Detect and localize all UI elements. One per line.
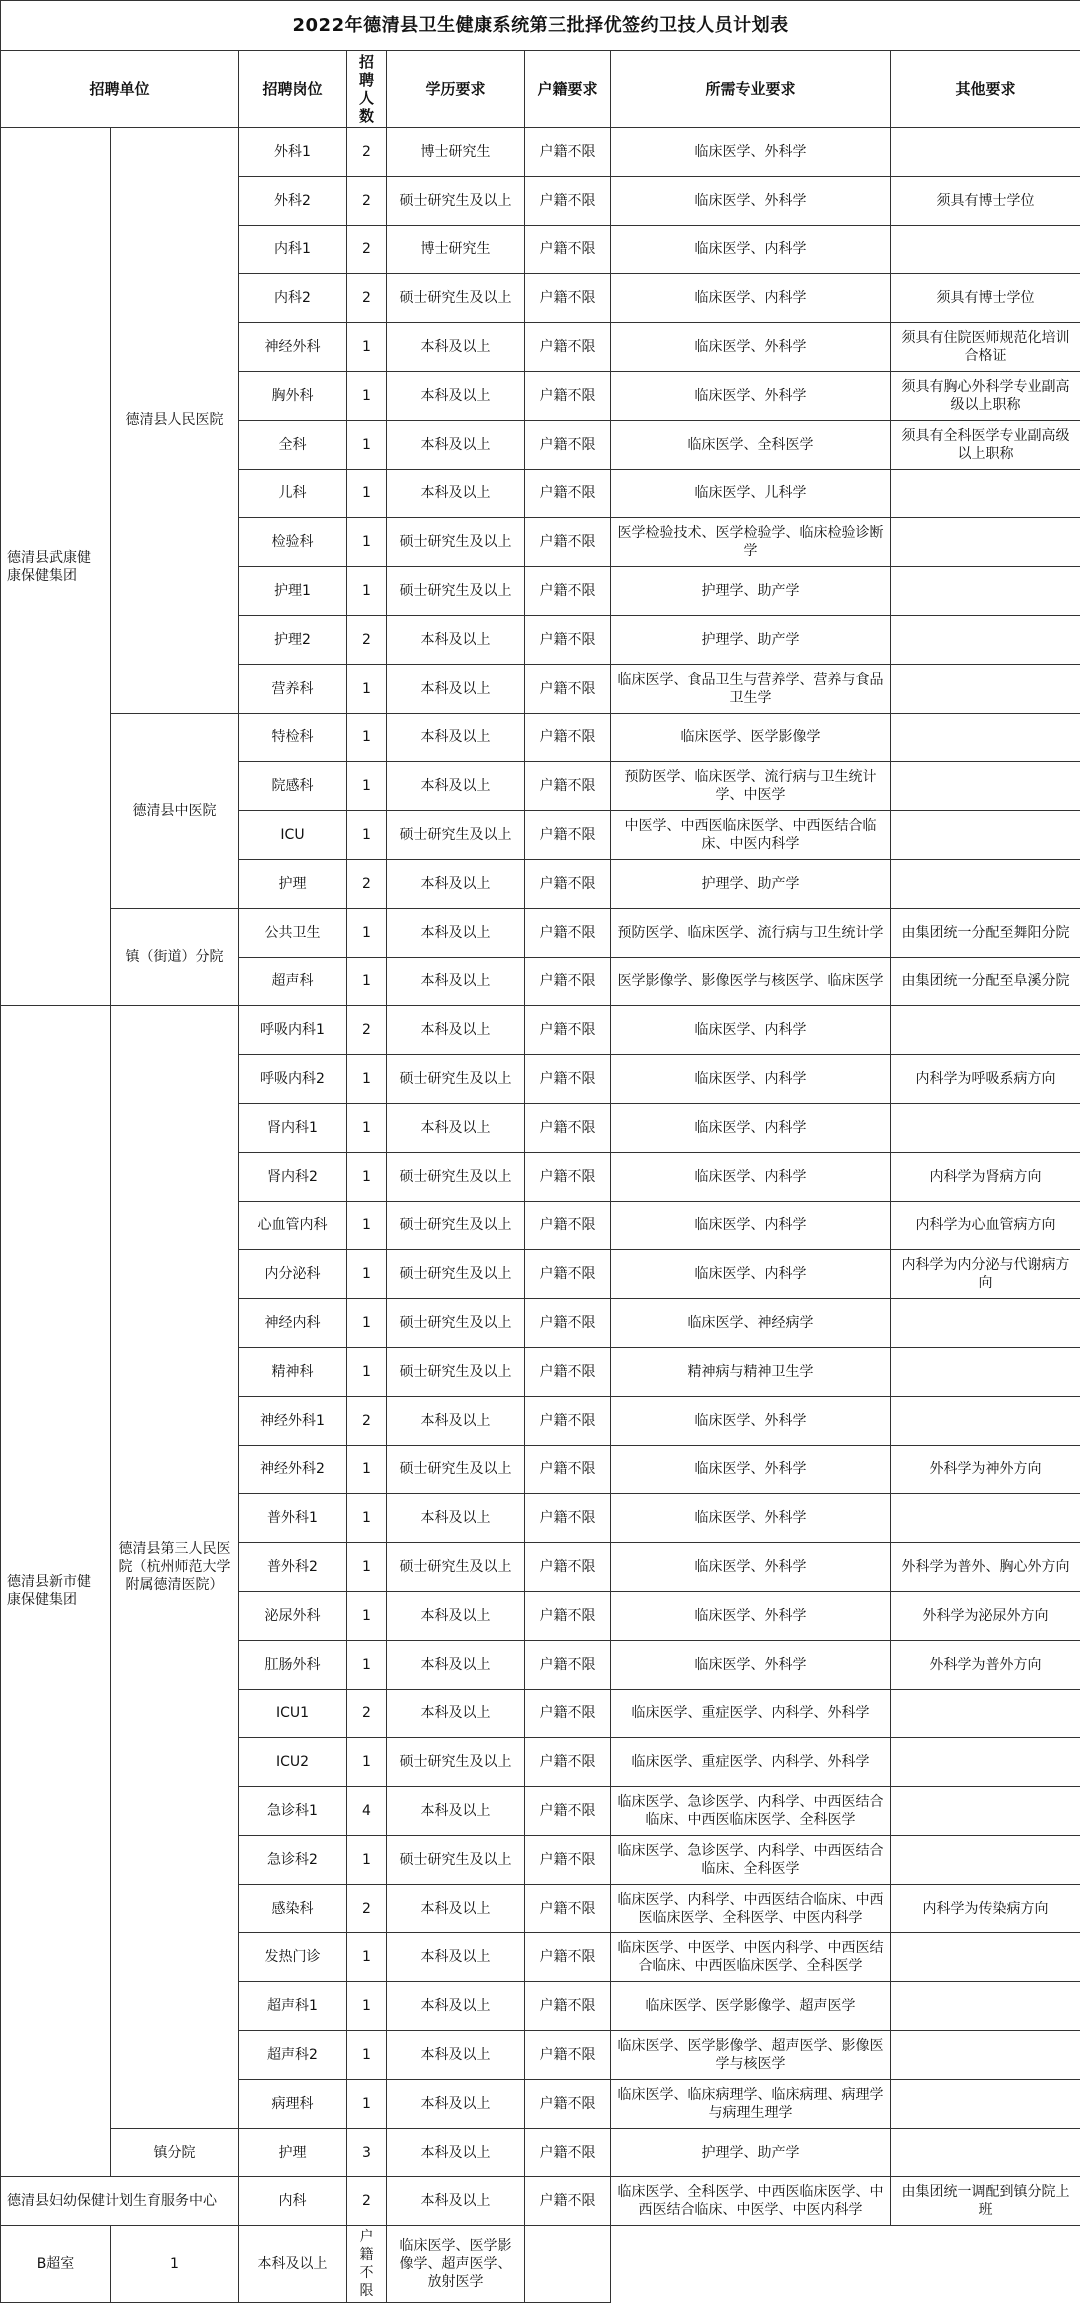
education-cell: 本科及以上: [387, 908, 525, 957]
table-row: [1, 128, 1080, 177]
hukou-cell: 户籍不限: [525, 225, 611, 274]
position-cell: 内科1: [239, 225, 347, 274]
hukou-cell: 户籍不限: [525, 1982, 611, 2031]
hukou-cell: 户籍不限: [525, 1201, 611, 1250]
subunit-cell: 德清县人民医院: [111, 128, 239, 714]
major-cell: 临床医学、医学影像学、超声医学: [611, 1982, 891, 2031]
count-cell: 1: [347, 713, 387, 762]
hukou-cell: 户籍不限: [525, 1103, 611, 1152]
hukou-cell: 户籍不限: [525, 323, 611, 372]
count-cell: 1: [347, 1494, 387, 1543]
hukou-cell: 户籍不限: [525, 1055, 611, 1104]
other-cell: [891, 1299, 1080, 1348]
other-cell: 内科学为肾病方向: [891, 1152, 1080, 1201]
position-cell: 公共卫生: [239, 908, 347, 957]
hukou-cell: 户籍不限: [525, 2128, 611, 2177]
position-cell: 护理: [239, 859, 347, 908]
education-cell: 硕士研究生及以上: [387, 1250, 525, 1299]
major-cell: 中医学、中西医临床医学、中西医结合临床、中医内科学: [611, 811, 891, 860]
hukou-cell: 户籍不限: [525, 1250, 611, 1299]
major-cell: 临床医学、外科学: [611, 371, 891, 420]
education-cell: 硕士研究生及以上: [387, 1347, 525, 1396]
position-cell: 神经内科: [239, 1299, 347, 1348]
position-cell: 护理2: [239, 615, 347, 664]
count-cell: 1: [347, 371, 387, 420]
count-cell: 2: [347, 1396, 387, 1445]
hukou-cell: 户籍不限: [525, 469, 611, 518]
major-cell: 临床医学、内科学: [611, 1055, 891, 1104]
subunit-cell: 镇（街道）分院: [111, 908, 239, 1006]
position-cell: 外科1: [239, 128, 347, 177]
position-cell: ICU: [239, 811, 347, 860]
other-cell: [891, 469, 1080, 518]
education-cell: 本科及以上: [387, 2031, 525, 2080]
count-cell: 1: [347, 2079, 387, 2128]
position-cell: ICU2: [239, 1738, 347, 1787]
education-cell: 博士研究生: [387, 225, 525, 274]
major-cell: 临床医学、急诊医学、内科学、中西医结合临床、全科医学: [611, 1835, 891, 1884]
major-cell: 临床医学、全科医学、中西医临床医学、中西医结合临床、中医学、中医内科学: [611, 2177, 891, 2226]
position-cell: 儿科: [239, 469, 347, 518]
subunit-cell: 德清县中医院: [111, 713, 239, 908]
count-cell: 2: [347, 2177, 387, 2226]
hukou-cell: 户籍不限: [525, 1396, 611, 1445]
hukou-cell: 户籍不限: [525, 371, 611, 420]
major-cell: 临床医学、内科学: [611, 1103, 891, 1152]
other-cell: [891, 128, 1080, 177]
hukou-cell: 户籍不限: [525, 420, 611, 469]
position-cell: 泌尿外科: [239, 1591, 347, 1640]
other-cell: 须具有博士学位: [891, 176, 1080, 225]
position-cell: 全科: [239, 420, 347, 469]
count-cell: 4: [347, 1787, 387, 1836]
group-unit-cell: 德清县新市健康保健集团: [1, 1006, 111, 2177]
count-cell: 2: [347, 615, 387, 664]
hukou-cell: 户籍不限: [525, 1933, 611, 1982]
hukou-cell: 户籍不限: [525, 1689, 611, 1738]
count-cell: 1: [347, 469, 387, 518]
education-cell: 本科及以上: [387, 1591, 525, 1640]
hukou-cell: 户籍不限: [525, 567, 611, 616]
education-cell: 本科及以上: [387, 1640, 525, 1689]
other-cell: 须具有全科医学专业副高级以上职称: [891, 420, 1080, 469]
major-cell: 医学影像学、影像医学与核医学、临床医学: [611, 957, 891, 1006]
hukou-cell: 户籍不限: [525, 1006, 611, 1055]
group-unit-cell: 德清县妇幼保健计划生育服务中心: [1, 2177, 239, 2226]
major-cell: 预防医学、临床医学、流行病与卫生统计学: [611, 908, 891, 957]
table-row: [1, 908, 1080, 957]
hukou-cell: 户籍不限: [525, 1884, 611, 1933]
other-cell: 由集团统一分配至阜溪分院: [891, 957, 1080, 1006]
other-cell: [891, 713, 1080, 762]
education-cell: 本科及以上: [387, 1103, 525, 1152]
table-row: [1, 1006, 1080, 1055]
major-cell: 临床医学、医学影像学: [611, 713, 891, 762]
major-cell: 临床医学、内科学: [611, 225, 891, 274]
count-cell: 1: [347, 1982, 387, 2031]
other-cell: [891, 762, 1080, 811]
position-cell: 普外科2: [239, 1543, 347, 1592]
other-cell: 由集团统一调配到镇分院上班: [891, 2177, 1080, 2226]
count-cell: 2: [347, 1006, 387, 1055]
position-cell: 内科: [239, 2177, 347, 2226]
position-cell: 超声科: [239, 957, 347, 1006]
position-cell: 护理: [239, 2128, 347, 2177]
count-cell: 1: [347, 762, 387, 811]
other-cell: 内科学为呼吸系病方向: [891, 1055, 1080, 1104]
position-cell: 检验科: [239, 518, 347, 567]
hukou-cell: 户籍不限: [525, 1152, 611, 1201]
hukou-cell: 户籍不限: [525, 1591, 611, 1640]
other-cell: [891, 1103, 1080, 1152]
hukou-cell: 户籍不限: [525, 1543, 611, 1592]
major-cell: 临床医学、医学影像学、超声医学、影像医学与核医学: [611, 2031, 891, 2080]
position-cell: 院感科: [239, 762, 347, 811]
count-cell: 3: [347, 2128, 387, 2177]
table-row: [1, 2128, 1080, 2177]
hukou-cell: 户籍不限: [525, 713, 611, 762]
hukou-cell: 户籍不限: [525, 274, 611, 323]
count-cell: 1: [111, 2226, 239, 2303]
count-cell: 1: [347, 1299, 387, 1348]
count-cell: 1: [347, 323, 387, 372]
hukou-cell: 户籍不限: [347, 2226, 387, 2303]
education-cell: 本科及以上: [387, 1884, 525, 1933]
count-cell: 1: [347, 908, 387, 957]
other-cell: [891, 1494, 1080, 1543]
table-title: 2022年德清县卫生健康系统第三批择优签约卫技人员计划表: [1, 1, 1080, 51]
major-cell: 临床医学、外科学: [611, 1494, 891, 1543]
count-cell: 1: [347, 567, 387, 616]
major-cell: 护理学、助产学: [611, 2128, 891, 2177]
count-cell: 1: [347, 957, 387, 1006]
major-cell: 临床医学、全科医学: [611, 420, 891, 469]
hukou-cell: 户籍不限: [525, 2031, 611, 2080]
education-cell: 硕士研究生及以上: [387, 1201, 525, 1250]
major-cell: 临床医学、外科学: [611, 1640, 891, 1689]
major-cell: 临床医学、内科学: [611, 1006, 891, 1055]
major-cell: 临床医学、儿科学: [611, 469, 891, 518]
count-cell: 1: [347, 1103, 387, 1152]
header-unit: 招聘单位: [1, 51, 239, 128]
other-cell: [891, 2128, 1080, 2177]
position-cell: 肛肠外科: [239, 1640, 347, 1689]
education-cell: 硕士研究生及以上: [387, 567, 525, 616]
education-cell: 本科及以上: [387, 1933, 525, 1982]
major-cell: 护理学、助产学: [611, 859, 891, 908]
other-cell: 外科学为普外方向: [891, 1640, 1080, 1689]
other-cell: [891, 1347, 1080, 1396]
count-cell: 1: [347, 1933, 387, 1982]
position-cell: 发热门诊: [239, 1933, 347, 1982]
major-cell: 预防医学、临床医学、流行病与卫生统计学、中医学: [611, 762, 891, 811]
subunit-cell: 镇分院: [111, 2128, 239, 2177]
other-cell: [891, 1835, 1080, 1884]
major-cell: 护理学、助产学: [611, 615, 891, 664]
education-cell: 本科及以上: [387, 371, 525, 420]
education-cell: 硕士研究生及以上: [387, 1152, 525, 1201]
other-cell: 外科学为普外、胸心外方向: [891, 1543, 1080, 1592]
hukou-cell: 户籍不限: [525, 1299, 611, 1348]
count-cell: 1: [347, 518, 387, 567]
position-cell: 特检科: [239, 713, 347, 762]
other-cell: 外科学为神外方向: [891, 1445, 1080, 1494]
count-cell: 1: [347, 1250, 387, 1299]
education-cell: 硕士研究生及以上: [387, 176, 525, 225]
education-cell: 本科及以上: [387, 323, 525, 372]
count-cell: 2: [347, 1884, 387, 1933]
major-cell: 临床医学、临床病理学、临床病理、病理学与病理生理学: [611, 2079, 891, 2128]
header-education: 学历要求: [387, 51, 525, 128]
other-cell: 外科学为泌尿外方向: [891, 1591, 1080, 1640]
count-cell: 1: [347, 811, 387, 860]
education-cell: 本科及以上: [387, 420, 525, 469]
position-cell: 内科2: [239, 274, 347, 323]
other-cell: [891, 1738, 1080, 1787]
position-cell: 内分泌科: [239, 1250, 347, 1299]
position-cell: 神经外科1: [239, 1396, 347, 1445]
hukou-cell: 户籍不限: [525, 664, 611, 713]
education-cell: 本科及以上: [387, 1689, 525, 1738]
education-cell: 硕士研究生及以上: [387, 1738, 525, 1787]
major-cell: 临床医学、中医学、中医内科学、中西医结合临床、中西医临床医学、全科医学: [611, 1933, 891, 1982]
other-cell: [891, 615, 1080, 664]
major-cell: 临床医学、医学影像学、超声医学、放射医学: [387, 2226, 525, 2303]
header-row: [1, 51, 1080, 128]
count-cell: 2: [347, 859, 387, 908]
education-cell: 博士研究生: [387, 128, 525, 177]
major-cell: 临床医学、内科学: [611, 1152, 891, 1201]
major-cell: 临床医学、内科学: [611, 1201, 891, 1250]
position-cell: 肾内科2: [239, 1152, 347, 1201]
other-cell: [891, 1396, 1080, 1445]
count-cell: 2: [347, 128, 387, 177]
other-cell: [891, 811, 1080, 860]
hukou-cell: 户籍不限: [525, 615, 611, 664]
count-cell: 2: [347, 1689, 387, 1738]
position-cell: 病理科: [239, 2079, 347, 2128]
count-cell: 2: [347, 274, 387, 323]
education-cell: 硕士研究生及以上: [387, 1445, 525, 1494]
other-cell: [891, 225, 1080, 274]
position-cell: 外科2: [239, 176, 347, 225]
education-cell: 本科及以上: [387, 713, 525, 762]
other-cell: 须具有住院医师规范化培训合格证: [891, 323, 1080, 372]
hukou-cell: 户籍不限: [525, 1640, 611, 1689]
education-cell: 本科及以上: [387, 957, 525, 1006]
count-cell: 1: [347, 1591, 387, 1640]
other-cell: [891, 2079, 1080, 2128]
education-cell: 硕士研究生及以上: [387, 1543, 525, 1592]
hukou-cell: 户籍不限: [525, 1494, 611, 1543]
hukou-cell: 户籍不限: [525, 1835, 611, 1884]
position-cell: 呼吸内科1: [239, 1006, 347, 1055]
header-other: 其他要求: [891, 51, 1080, 128]
position-cell: 神经外科2: [239, 1445, 347, 1494]
education-cell: 硕士研究生及以上: [387, 1299, 525, 1348]
major-cell: 临床医学、内科学、中西医结合临床、中西医临床医学、全科医学、中医内科学: [611, 1884, 891, 1933]
education-cell: 硕士研究生及以上: [387, 518, 525, 567]
count-cell: 1: [347, 1445, 387, 1494]
header-position: 招聘岗位: [239, 51, 347, 128]
subunit-cell: 德清县第三人民医院（杭州师范大学附属德清医院）: [111, 1006, 239, 2128]
position-cell: ICU1: [239, 1689, 347, 1738]
hukou-cell: 户籍不限: [525, 2177, 611, 2226]
other-cell: [891, 1689, 1080, 1738]
major-cell: 临床医学、外科学: [611, 1591, 891, 1640]
position-cell: B超室: [1, 2226, 111, 2303]
education-cell: 硕士研究生及以上: [387, 1055, 525, 1104]
position-cell: 肾内科1: [239, 1103, 347, 1152]
other-cell: [891, 2031, 1080, 2080]
major-cell: 临床医学、急诊医学、内科学、中西医结合临床、中西医临床医学、全科医学: [611, 1787, 891, 1836]
major-cell: 临床医学、重症医学、内科学、外科学: [611, 1738, 891, 1787]
other-cell: [891, 567, 1080, 616]
count-cell: 1: [347, 1055, 387, 1104]
education-cell: 本科及以上: [387, 1494, 525, 1543]
major-cell: 临床医学、外科学: [611, 323, 891, 372]
hukou-cell: 户籍不限: [525, 1787, 611, 1836]
major-cell: 临床医学、外科学: [611, 128, 891, 177]
count-cell: 1: [347, 1201, 387, 1250]
education-cell: 硕士研究生及以上: [387, 1835, 525, 1884]
count-cell: 1: [347, 1738, 387, 1787]
count-cell: 1: [347, 1543, 387, 1592]
hukou-cell: 户籍不限: [525, 811, 611, 860]
major-cell: 临床医学、外科学: [611, 1445, 891, 1494]
other-cell: 内科学为内分泌与代谢病方向: [891, 1250, 1080, 1299]
position-cell: 护理1: [239, 567, 347, 616]
major-cell: 临床医学、外科学: [611, 1543, 891, 1592]
header-hukou: 户籍要求: [525, 51, 611, 128]
major-cell: 临床医学、外科学: [611, 1396, 891, 1445]
other-cell: [891, 664, 1080, 713]
other-cell: [891, 859, 1080, 908]
education-cell: 本科及以上: [387, 1006, 525, 1055]
major-cell: 护理学、助产学: [611, 567, 891, 616]
education-cell: 本科及以上: [239, 2226, 347, 2303]
other-cell: [891, 1982, 1080, 2031]
header-major: 所需专业要求: [611, 51, 891, 128]
other-cell: [525, 2226, 611, 2303]
position-cell: 神经外科: [239, 323, 347, 372]
hukou-cell: 户籍不限: [525, 859, 611, 908]
count-cell: 2: [347, 176, 387, 225]
major-cell: 临床医学、食品卫生与营养学、营养与食品卫生学: [611, 664, 891, 713]
hukou-cell: 户籍不限: [525, 128, 611, 177]
table-row: [1, 2226, 1080, 2303]
major-cell: 精神病与精神卫生学: [611, 1347, 891, 1396]
education-cell: 本科及以上: [387, 859, 525, 908]
count-cell: 1: [347, 1152, 387, 1201]
education-cell: 本科及以上: [387, 615, 525, 664]
other-cell: [891, 1006, 1080, 1055]
position-cell: 超声科2: [239, 2031, 347, 2080]
hukou-cell: 户籍不限: [525, 1738, 611, 1787]
hukou-cell: 户籍不限: [525, 957, 611, 1006]
table-row: [1, 713, 1080, 762]
other-cell: 内科学为心血管病方向: [891, 1201, 1080, 1250]
other-cell: 内科学为传染病方向: [891, 1884, 1080, 1933]
major-cell: 临床医学、内科学: [611, 1250, 891, 1299]
hukou-cell: 户籍不限: [525, 518, 611, 567]
major-cell: 临床医学、外科学: [611, 176, 891, 225]
education-cell: 本科及以上: [387, 2177, 525, 2226]
position-cell: 超声科1: [239, 1982, 347, 2031]
hukou-cell: 户籍不限: [525, 176, 611, 225]
position-cell: 普外科1: [239, 1494, 347, 1543]
position-cell: 心血管内科: [239, 1201, 347, 1250]
major-cell: 临床医学、内科学: [611, 274, 891, 323]
count-cell: 1: [347, 1835, 387, 1884]
count-cell: 1: [347, 1347, 387, 1396]
education-cell: 本科及以上: [387, 762, 525, 811]
count-cell: 2: [347, 225, 387, 274]
education-cell: 本科及以上: [387, 2128, 525, 2177]
table-body: [1, 128, 1080, 2303]
position-cell: 呼吸内科2: [239, 1055, 347, 1104]
count-cell: 1: [347, 420, 387, 469]
hukou-cell: 户籍不限: [525, 908, 611, 957]
hukou-cell: 户籍不限: [525, 1347, 611, 1396]
other-cell: [891, 518, 1080, 567]
education-cell: 硕士研究生及以上: [387, 811, 525, 860]
table-row: [1, 2177, 1080, 2226]
position-cell: 急诊科2: [239, 1835, 347, 1884]
other-cell: 由集团统一分配至舞阳分院: [891, 908, 1080, 957]
education-cell: 硕士研究生及以上: [387, 274, 525, 323]
major-cell: 医学检验技术、医学检验学、临床检验诊断学: [611, 518, 891, 567]
position-cell: 感染科: [239, 1884, 347, 1933]
education-cell: 本科及以上: [387, 2079, 525, 2128]
position-cell: 营养科: [239, 664, 347, 713]
count-cell: 1: [347, 2031, 387, 2080]
position-cell: 急诊科1: [239, 1787, 347, 1836]
other-cell: [891, 1787, 1080, 1836]
other-cell: 须具有博士学位: [891, 274, 1080, 323]
group-unit-cell: 德清县武康健康保健集团: [1, 128, 111, 1006]
other-cell: [891, 1933, 1080, 1982]
education-cell: 本科及以上: [387, 1787, 525, 1836]
education-cell: 本科及以上: [387, 664, 525, 713]
count-cell: 1: [347, 1640, 387, 1689]
count-cell: 1: [347, 664, 387, 713]
education-cell: 本科及以上: [387, 1396, 525, 1445]
position-cell: 胸外科: [239, 371, 347, 420]
major-cell: 临床医学、重症医学、内科学、外科学: [611, 1689, 891, 1738]
hukou-cell: 户籍不限: [525, 762, 611, 811]
education-cell: 本科及以上: [387, 469, 525, 518]
education-cell: 本科及以上: [387, 1982, 525, 2031]
other-cell: 须具有胸心外科学专业副高级以上职称: [891, 371, 1080, 420]
hukou-cell: 户籍不限: [525, 2079, 611, 2128]
hukou-cell: 户籍不限: [525, 1445, 611, 1494]
major-cell: 临床医学、神经病学: [611, 1299, 891, 1348]
position-cell: 精神科: [239, 1347, 347, 1396]
header-count: 招聘人数: [347, 51, 387, 128]
